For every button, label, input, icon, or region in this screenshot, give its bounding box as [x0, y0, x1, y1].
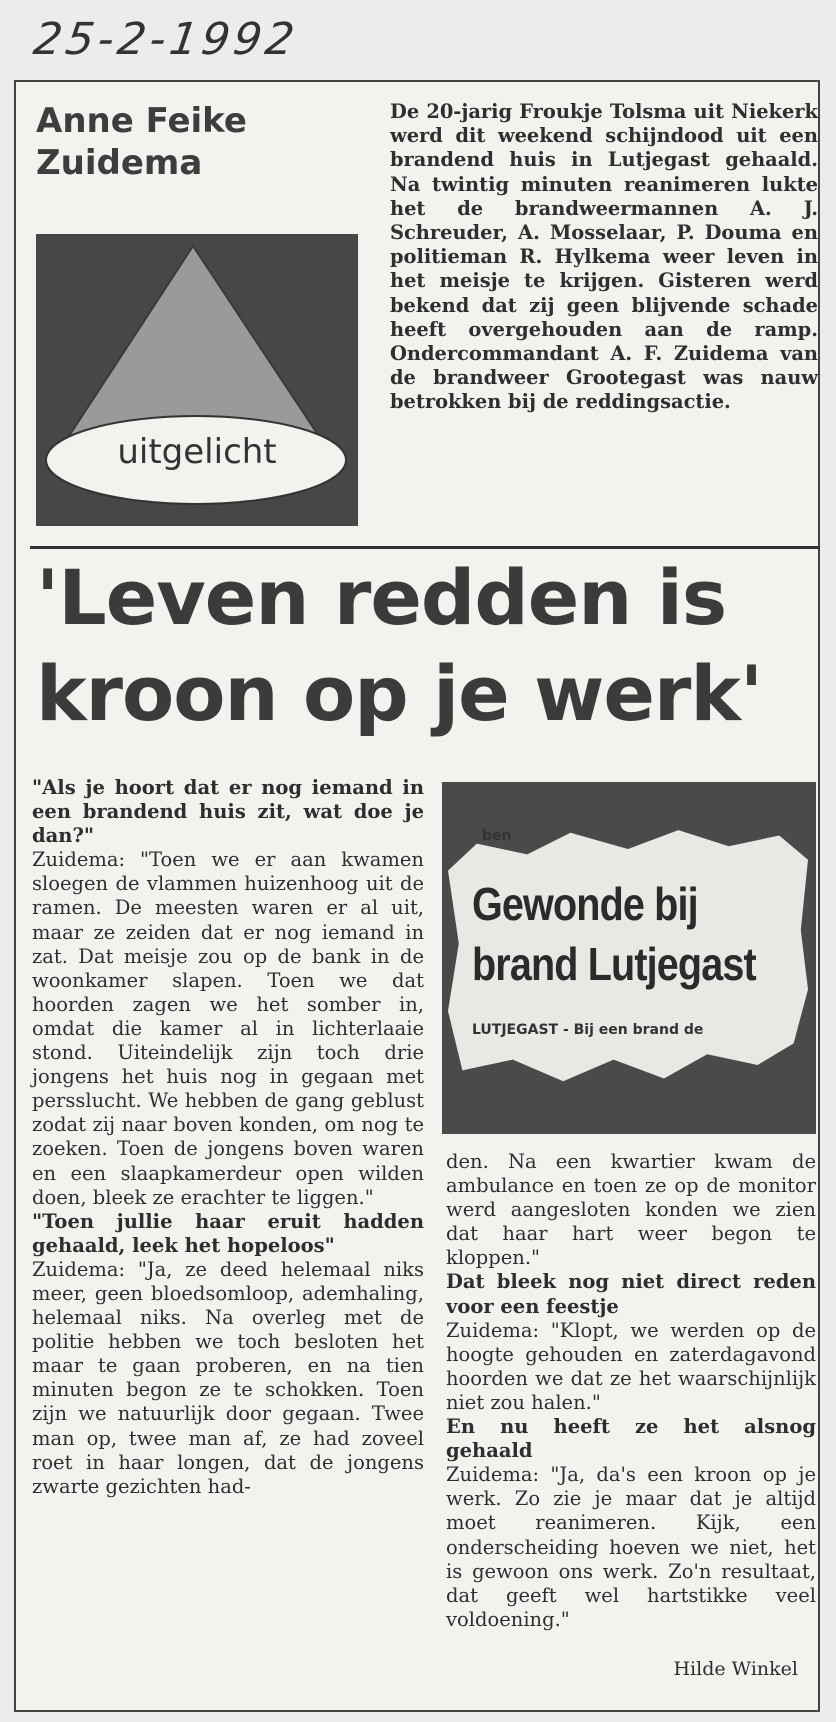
interview-question: "Toen jullie haar eruit hadden gehaald, leek het hopeloos": [32, 1209, 424, 1257]
interview-answer: den. Na een kwartier kwam de ambulance en toen ze op de monitor werd aangesloten konden we zien dat haar hart weer begon te kloppen.": [446, 1150, 816, 1270]
author-line-1: Anne Feike: [36, 101, 247, 141]
scrap-fragment-text: LUTJEGAST - Bij een brand de: [472, 1022, 704, 1038]
author-line-2: Zuidema: [36, 143, 203, 183]
left-column: [32, 776, 424, 1499]
author-name: [36, 100, 336, 184]
interview-answer: Zuidema: "Toen we er aan kwamen sloegen de vlammen huizenhoog uit de ramen. De meesten waren er al uit, maar ze zeiden dat er nog iemand in zat. Dat meisje zou op de bank in de woonkamer slapen. Toen we dat hoorden zagen we het somber in, omdat die kamer al in lichterlaaie stond. Uiteindelijk zijn toch drie jongens het huis nog in gegaan met persslucht. We hebben de gang geblust zodat zij naar boven konden, om nog te zoeken. Toen de jongens boven waren en een slaapkamerdeur open wilden doen, bleek ze erachter te liggen.": [32, 848, 424, 1209]
spotlight-cone-icon: [36, 234, 358, 526]
interview-question: Dat bleek nog niet direct reden voor een feestje: [446, 1270, 816, 1318]
interview-answer: Zuidema: "Ja, ze deed helemaal niks meer, geen bloedsomloop, ademhaling, helemaal niks. Na overleg met de politie hebben we toch besloten het maar te gaan proberen, en na tien minuten begon ze te schokken. Toen zijn we natuurlijk door gegaan. Twee man op, twee man af, ze had zoveel roet in haar longen, dat de jongens zwarte gezichten had-: [32, 1257, 424, 1498]
newspaper-scrap-photo: [442, 782, 816, 1134]
scrap-headline-line-1: Gewonde bij: [472, 878, 698, 930]
handwritten-date: 25-2-1992: [30, 14, 302, 65]
logo-label: uitgelicht: [117, 432, 277, 472]
interview-answer: Zuidema: "Klopt, we werden op de hoogte gehouden en zaterdagavond hoorden we dat ze het waarschijnlijk niet zou halen.": [446, 1318, 816, 1414]
interview-question: "Als je hoort dat er nog iemand in een brandend huis zit, wat doe je dan?": [32, 776, 424, 848]
interview-question: En nu heeft ze het alsnog gehaald: [446, 1415, 816, 1463]
newspaper-clipping: [14, 80, 820, 1712]
scrap-headline: [472, 874, 764, 994]
byline: Hilde Winkel: [673, 1658, 798, 1680]
uitgelicht-logo: [36, 234, 358, 526]
intro-paragraph: De 20-jarig Froukje Tolsma uit Niekerk werd dit weekend schijndood uit een brandend huis in Lutjegast gehaald. Na twintig minuten reanimeren lukte het de brandweermannen A. J. Schreuder, A. Mosselaar, P. Douma en politieman R. Hylkema weer leven in het meisje te krijgen. Gisteren werd bekend dat zij geen blijvende schade heeft overgehouden aan de ramp. Ondercommandant A. F. Zuidema van de brandweer Grootegast was nauw betrokken bij de reddingsactie.: [390, 100, 818, 414]
divider-rule: [30, 546, 820, 549]
interview-answer: Zuidema: "Ja, da's een kroon op je werk. Zo zie je maar dat je altijd moet reanimeren. Kijk, een onderscheiding hoeven we niet, het is gewoon ons werk. Zo'n resultaat, dat geeft wel hartstikke veel voldoening.": [446, 1463, 816, 1631]
scrap-top-fragment: ben: [482, 828, 512, 844]
scrap-headline-line-2: brand Lutjegast: [472, 938, 756, 990]
headline: 'Leven redden is kroon op je werk': [36, 553, 763, 738]
right-column: [446, 1150, 816, 1632]
